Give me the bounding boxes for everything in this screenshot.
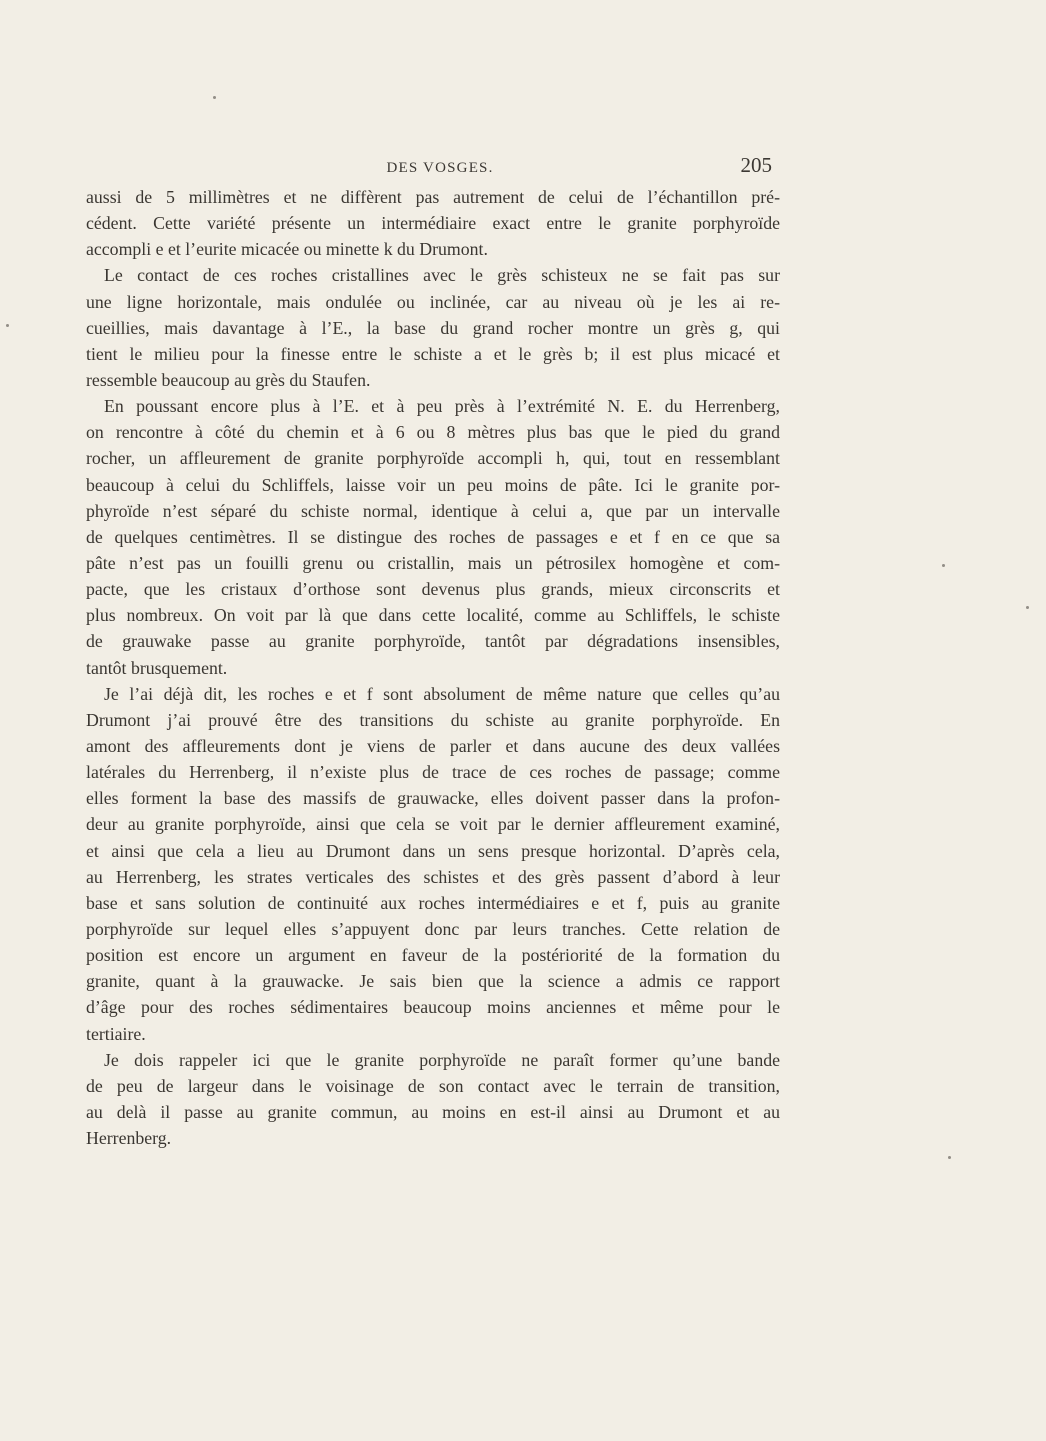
text-line: cueillies, mais davantage à l’E., la base du grand rocher montre un grès g, qui bbox=[86, 317, 780, 338]
text-line: de peu de largeur dans le voisinage de son contact avec le terrain de transition, bbox=[86, 1075, 780, 1096]
text-line: position est encore un argument en faveur de la postériorité de la formation du bbox=[86, 945, 780, 966]
text-line: tertiaire. bbox=[86, 1023, 146, 1044]
text-line: aussi de 5 millimètres et ne diffèrent pas autrement de celui de l’échantillon pré- bbox=[86, 187, 780, 207]
text-line: ressemble beaucoup au grès du Staufen. bbox=[86, 369, 371, 390]
running-head bbox=[84, 153, 784, 186]
body-text bbox=[86, 184, 780, 1151]
text-line: rocher, un affleurement de granite porphyroïde accompli h, qui, tout en ressemblant bbox=[86, 448, 780, 469]
text-line: pacte, que les cristaux d’orthose sont devenus plus grands, mieux circonscrits et bbox=[86, 579, 780, 600]
text-line: tantôt brusquement. bbox=[86, 657, 228, 678]
text-line: base et sans solution de continuité aux roches intermédiaires e et f, puis au granite bbox=[86, 892, 780, 913]
print-speck bbox=[6, 324, 9, 327]
text-line: Le contact de ces roches cristallines avec le grès schisteux ne se fait pas sur bbox=[104, 265, 780, 286]
text-line: de grauwake passe au granite porphyroïde, tantôt par dégradations insensibles, bbox=[86, 631, 780, 652]
print-speck bbox=[213, 96, 216, 99]
text-line: de quelques centimètres. Il se distingue des roches de passages e et f en ce que sa bbox=[86, 526, 780, 547]
text-line: porphyroïde sur lequel elles s’appuyent donc par leurs tranches. Cette relation de bbox=[86, 918, 780, 939]
text-line: une ligne horizontale, mais ondulée ou inclinée, car au niveau où je les ai re- bbox=[86, 291, 780, 312]
page-number: 205 bbox=[740, 153, 772, 177]
text-line: d’âge pour des roches sédimentaires beaucoup moins anciennes et même pour le bbox=[86, 997, 780, 1018]
text-line: accompli e et l’eurite micacée ou minette k du Drumont. bbox=[86, 239, 488, 260]
print-speck bbox=[1026, 606, 1029, 609]
text-line: au Herrenberg, les strates verticales des schistes et des grès passent d’abord à leur bbox=[86, 866, 780, 887]
text-line: tient le milieu pour la finesse entre le schiste a et le grès b; il est plus micacé et bbox=[86, 343, 780, 364]
text-line: beaucoup à celui du Schliffels, laisse voir un peu moins de pâte. Ici le granite por- bbox=[86, 474, 780, 495]
text-line: granite, quant à la grauwacke. Je sais bien que la science a admis ce rapport bbox=[86, 971, 780, 992]
text-line: phyroïde n’est séparé du schiste normal, identique à celui a, que par un intervalle bbox=[86, 500, 780, 521]
text-line: amont des affleurements dont je viens de parler et dans aucune des deux vallées bbox=[86, 735, 780, 756]
text-line: Je l’ai déjà dit, les roches e et f sont absolument de même nature que celles qu’au bbox=[104, 683, 780, 704]
text-line: plus nombreux. On voit par là que dans cette localité, comme au Schliffels, le schiste bbox=[86, 605, 780, 626]
text-line: elles forment la base des massifs de grauwacke, elles doivent passer dans la profon- bbox=[86, 788, 780, 809]
text-line: Drumont j’ai prouvé être des transitions du schiste au granite porphyroïde. En bbox=[86, 709, 780, 730]
text-line: cédent. Cette variété présente un intermédiaire exact entre le granite porphyroïde bbox=[86, 213, 780, 234]
text-line: au delà il passe au granite commun, au moins en est-il ainsi au Drumont et au bbox=[86, 1101, 780, 1122]
text-line: latérales du Herrenberg, il n’existe plus de trace de ces roches de passage; comme bbox=[86, 762, 780, 783]
text-line: Je dois rappeler ici que le granite porphyroïde ne paraît former qu’une bande bbox=[104, 1049, 780, 1070]
print-speck bbox=[942, 564, 945, 567]
text-line: deur au granite porphyroïde, ainsi que cela se voit par le dernier affleurement examiné, bbox=[86, 814, 780, 835]
print-speck bbox=[948, 1156, 951, 1159]
text-line: En poussant encore plus à l’E. et à peu près à l’extrémité N. E. du Herrenberg, bbox=[104, 396, 780, 417]
text-line: on rencontre à côté du chemin et à 6 ou 8 mètres plus bas que le pied du grand bbox=[86, 422, 780, 443]
text-line: pâte n’est pas un fouilli grenu ou cristallin, mais un pétrosilex homogène et com- bbox=[86, 552, 780, 573]
text-line: Herrenberg. bbox=[86, 1128, 172, 1149]
header-title: DES VOSGES. bbox=[386, 160, 494, 176]
text-line: et ainsi que cela a lieu au Drumont dans un sens presque horizontal. D’après cela, bbox=[86, 840, 780, 861]
